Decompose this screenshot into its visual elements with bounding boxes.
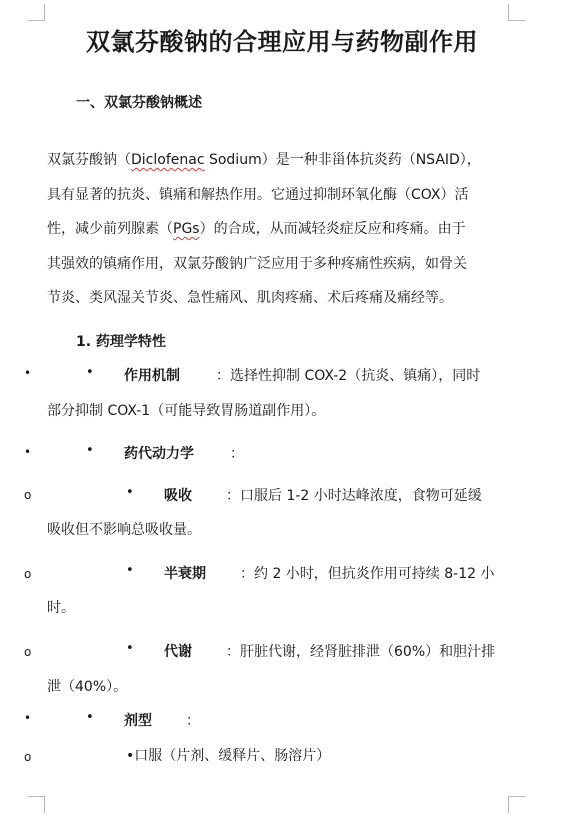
paragraph-line: [47, 212, 507, 247]
absorption-text-cont: 吸收但不影响总吸收量。: [47, 522, 201, 538]
section-heading-pharmacology: 1. 药理学特性: [76, 334, 166, 350]
list-marker-circle: o: [24, 567, 32, 581]
bullet-icon: •: [86, 443, 94, 458]
bullet-icon: •: [126, 641, 134, 656]
page-corner-mark: [508, 4, 525, 21]
bullet-icon: •: [126, 485, 134, 500]
pharmacokinetics-label: 药代动力学: [124, 446, 194, 462]
list-marker-bullet: •: [24, 445, 32, 459]
overview-paragraph: [47, 143, 507, 316]
dosage-form-label: 剂型: [124, 713, 152, 729]
oral-forms-text: •口服（片剂、缓释片、肠溶片）: [126, 748, 331, 764]
text-run: ）的合成，从而减轻炎症反应和疼痛。由于: [199, 221, 466, 237]
mechanism-text: ：选择性抑制 COX-2（抗炎、镇痛），同时: [216, 368, 481, 384]
pharmacokinetics-colon: ：: [230, 446, 244, 462]
page-corner-mark: [28, 796, 45, 813]
bullet-icon: •: [126, 563, 134, 578]
absorption-label: 吸收: [164, 488, 192, 504]
metabolism-text-cont: 泄（40%）。: [47, 679, 128, 695]
metabolism-label: 代谢: [164, 644, 192, 660]
page-corner-mark: [28, 4, 45, 21]
list-marker-circle: o: [24, 488, 32, 502]
list-marker-circle: o: [24, 750, 32, 764]
half-life-label: 半衰期: [164, 566, 206, 582]
dosage-form-colon: ：: [186, 713, 200, 729]
list-marker-bullet: •: [24, 711, 32, 725]
spellcheck-underlined-word: PGs: [173, 221, 200, 237]
text-run: 双氯芬酸钠（: [47, 152, 131, 168]
spellcheck-underlined-word: Diclofenac: [131, 152, 205, 168]
list-marker-circle: o: [24, 645, 32, 659]
mechanism-label: 作用机制: [124, 368, 180, 384]
paragraph-line: 其强效的镇痛作用，双氯芬酸钠广泛应用于多种疼痛性疾病，如骨关: [47, 255, 467, 272]
document-title: 双氯芬酸钠的合理应用与药物副作用: [86, 28, 478, 56]
half-life-text-cont: 时。: [47, 600, 75, 616]
bullet-icon: •: [86, 710, 94, 725]
paragraph-line: 具有显著的抗炎、镇痛和解热作用。它通过抑制环氧化酶（COX）活: [47, 186, 469, 203]
paragraph-line: 节炎、类风湿关节炎、急性痛风、肌肉疼痛、术后疼痛及痛经等。: [47, 290, 453, 306]
page-corner-mark: [508, 796, 525, 813]
text-run: Sodium）是一种非甾体抗炎药（NSAID），: [204, 152, 481, 168]
list-marker-bullet: •: [24, 366, 32, 380]
paragraph-line: [47, 143, 507, 178]
absorption-text: ：口服后 1-2 小时达峰浓度，食物可延缓: [226, 488, 482, 504]
bullet-icon: •: [86, 365, 94, 380]
text-run: 性，减少前列腺素（: [47, 221, 173, 237]
mechanism-text-cont: 部分抑制 COX-1（可能导致胃肠道副作用）。: [47, 403, 326, 419]
metabolism-text: ：肝脏代谢，经肾脏排泄（60%）和胆汁排: [226, 644, 496, 660]
half-life-text: ：约 2 小时，但抗炎作用可持续 8-12 小: [240, 566, 495, 582]
section-heading-overview: 一、双氯芬酸钠概述: [76, 95, 202, 111]
